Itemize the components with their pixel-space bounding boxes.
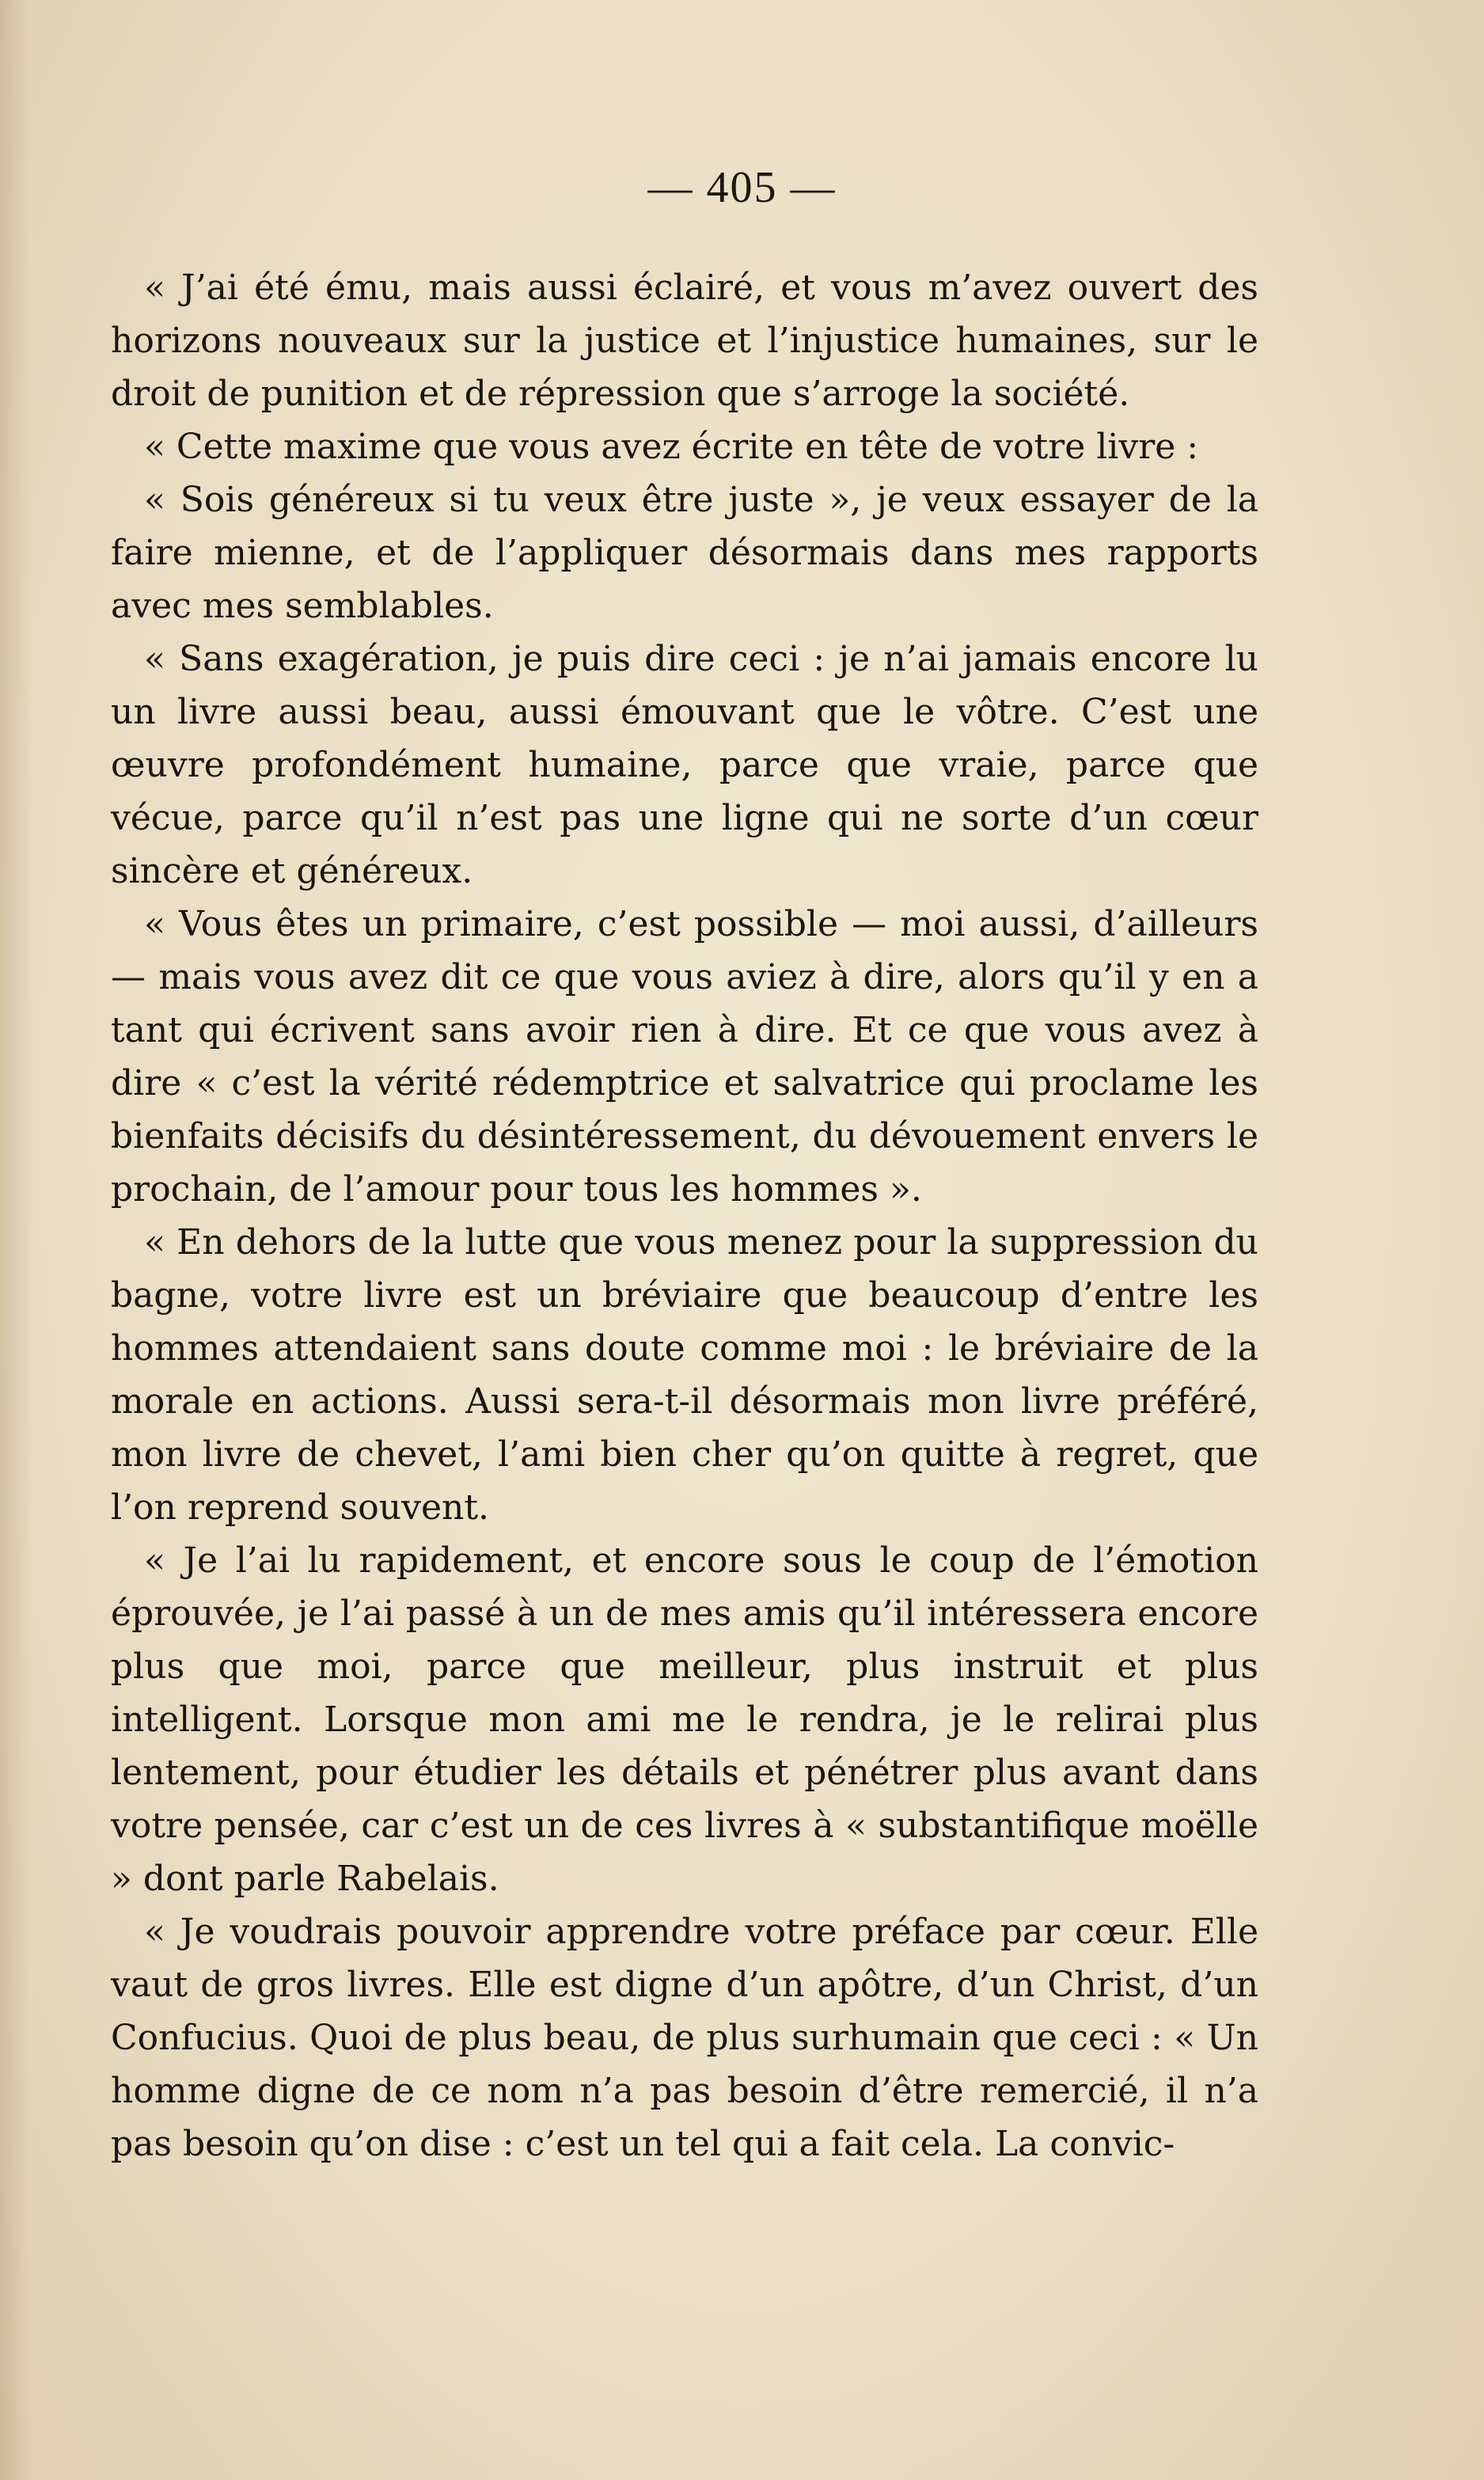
paragraph-7: « Je l’ai lu rapidement, et encore sous le coup de l’émotion éprouvée, je l’ai passé à un de mes amis qu’il intéressera encore plus que moi, parce que meilleur, plus instruit et plus intelligent. Lorsque mon ami me le rendra, je le relirai plus lentement, pour étudier les détails et pénétrer plus avant dans votre pensée, car c’est un de ces livres à « substantifique moëlle » dont parle Rabelais. <box>111 1540 1258 1899</box>
paragraph-3: « Sois généreux si tu veux être juste », je veux essayer de la faire mienne, et de l’appliquer désormais dans mes rapports avec mes semblables. <box>111 480 1258 626</box>
paragraph-5: « Vous êtes un primaire, c’est possible — moi aussi, d’ailleurs — mais vous avez dit ce que vous aviez à dire, alors qu’il y en a tant qui écrivent sans avoir rien à dire. Et ce que vous avez à dire « c’est la vérité rédemptrice et salvatrice qui proclame les bienfaits décisifs du désintéressement, du dévouement envers le prochain, de l’amour pour tous les hommes ». <box>111 904 1258 1210</box>
page-edge-shadow <box>0 0 32 2480</box>
paragraph-6: « En dehors de la lutte que vous menez pour la suppression du bagne, votre livre est un bréviaire que beaucoup d’entre les hommes attendaient sans doute comme moi : le bréviaire de la morale en actions. Aussi sera-t-il désormais mon livre préféré, mon livre de chevet, l’ami bien cher qu’on quitte à regret, que l’on reprend souvent. <box>111 1222 1258 1528</box>
paragraph-8: « Je voudrais pouvoir apprendre votre préface par cœur. Elle vaut de gros livres. Elle est digne d’un apôtre, d’un Christ, d’un Confucius. Quoi de plus beau, de plus surhumain que ceci : « Un homme digne de ce nom n’a pas besoin d’être remercié, il n’a pas besoin qu’on dise : c’est un tel qui a fait cela. La convic- <box>111 1912 1258 2164</box>
paragraph-2: « Cette maxime que vous avez écrite en tête de votre livre : <box>144 427 1199 467</box>
paragraph-1: « J’ai été ému, mais aussi éclairé, et vous m’avez ouvert des horizons nouveaux sur la justice et l’injustice humaines, sur le droit de punition et de répression que s’arroge la société. <box>111 268 1258 414</box>
body-text <box>111 261 1258 2170</box>
page-number: — 405 — <box>647 163 837 212</box>
paragraph-4: « Sans exagération, je puis dire ceci : je n’ai jamais encore lu un livre aussi beau, aussi émouvant que le vôtre. C’est une œuvre profondément humaine, parce que vraie, parce que vécue, parce qu’il n’est pas une ligne qui ne sorte d’un cœur sincère et généreux. <box>111 639 1258 891</box>
